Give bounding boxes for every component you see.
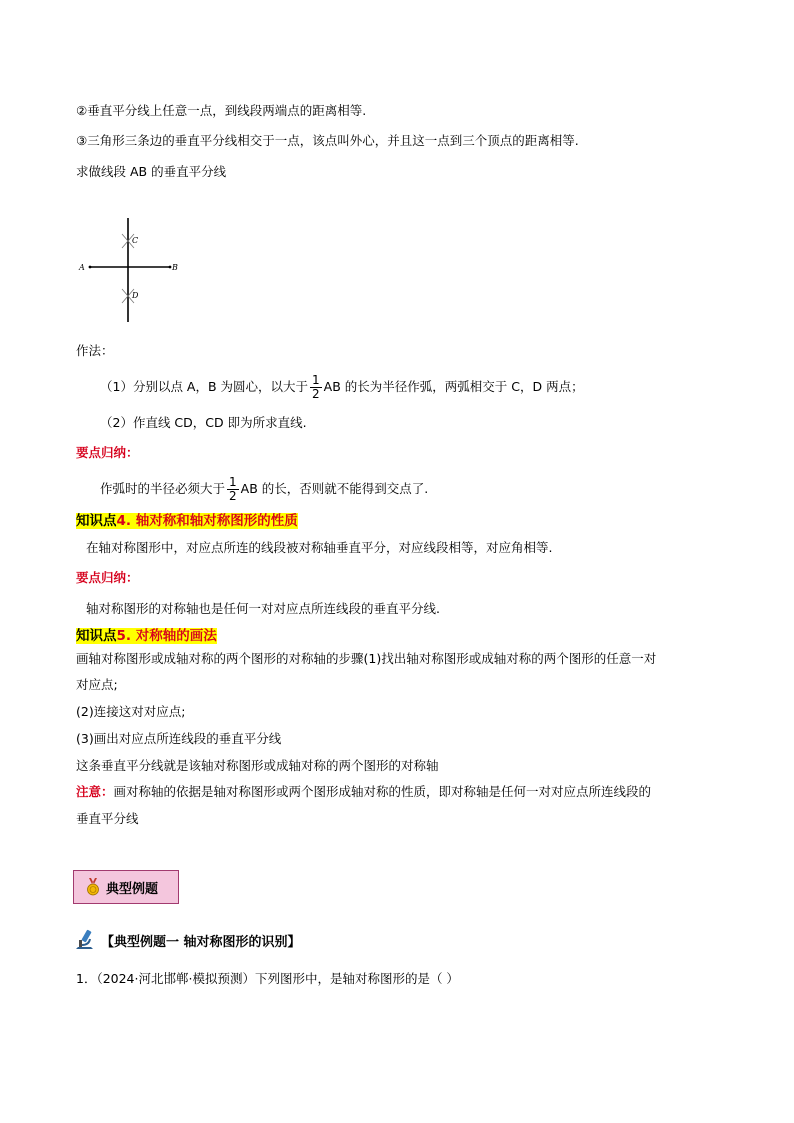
line-perp-bisector-property: ②垂直平分线上任意一点，到线段两端点的距离相等. xyxy=(76,103,367,118)
perpendicular-bisector-figure xyxy=(76,214,186,326)
line-circumcenter-property: ③三角形三条边的垂直平分线相交于一点，该点叫外心，并且这一点到三个顶点的距离相等. xyxy=(76,133,579,148)
key-point-1-pre: 作弧时的半径必须大于 xyxy=(100,481,226,496)
fraction-numerator: 1 xyxy=(312,373,320,387)
kp5-line-4: (3)画出对应点所连线段的垂直平分线 xyxy=(76,731,282,746)
note-text: 画对称轴的依据是轴对称图形或两个图形成轴对称的性质，即对称轴是任何一对对应点所连线段的 xyxy=(113,784,652,799)
typical-examples-badge xyxy=(73,870,179,904)
key-point-1 xyxy=(100,472,428,506)
fraction-half-2 xyxy=(227,476,239,503)
label-c: C xyxy=(132,236,139,245)
key-points-title-2: 要点归纳： xyxy=(76,570,139,585)
fraction-denominator-2: 2 xyxy=(229,489,237,503)
kp5-line-3: (2)连接这对对应点; xyxy=(76,704,186,719)
kp4-title: 4. 轴对称和轴对称图形的性质 xyxy=(116,513,298,529)
method-title: 作法： xyxy=(76,343,114,358)
example-title: 【典型例题一 轴对称图形的识别】 xyxy=(101,934,301,950)
label-b: B xyxy=(172,263,178,272)
label-d: D xyxy=(132,291,139,300)
key-points-title-1: 要点归纳： xyxy=(76,445,139,460)
step-1-pre: （1）分别以点 A，B 为圆心，以大于 xyxy=(100,379,309,394)
question-1: 1．（2024·河北邯郸·模拟预测）下列图形中，是轴对称图形的是（ ） xyxy=(76,971,459,986)
key-point-2: 轴对称图形的对称轴也是任何一对对应点所连线段的垂直平分线. xyxy=(86,601,440,616)
kp5-line-2: 对应点; xyxy=(76,677,118,692)
knowledge-point-5-heading xyxy=(76,627,217,645)
note-line-2: 垂直平分线 xyxy=(76,811,139,826)
label-a: A xyxy=(79,263,85,272)
kp4-text: 在轴对称图形中，对应点所连的线段被对称轴垂直平分，对应线段相等，对应角相等. xyxy=(86,540,553,555)
fraction-half xyxy=(310,374,322,401)
badge-label: 典型例题 xyxy=(106,881,159,897)
point-a xyxy=(89,266,92,269)
key-point-1-post: AB 的长，否则就不能得到交点了. xyxy=(240,481,429,496)
fraction-numerator-2: 1 xyxy=(229,475,237,489)
fraction-denominator: 2 xyxy=(312,387,320,401)
step-1 xyxy=(100,370,584,404)
example-heading xyxy=(73,928,301,952)
kp5-label: 知识点 xyxy=(76,628,117,644)
step-2: （2）作直线 CD，CD 即为所求直线. xyxy=(100,415,307,430)
kp5-title: 5. 对称轴的画法 xyxy=(116,628,217,644)
kp4-label: 知识点 xyxy=(76,513,117,529)
note-line-1 xyxy=(76,783,651,801)
point-b xyxy=(169,266,172,269)
step-1-post: AB 的长为半径作弧，两弧相交于 C，D 两点； xyxy=(323,379,584,394)
kp5-line-5: 这条垂直平分线就是该轴对称图形或成轴对称的两个图形的对称轴 xyxy=(76,758,439,773)
medal-icon xyxy=(86,878,100,896)
kp5-line-1: 画轴对称图形或成轴对称的两个图形的对称轴的步骤(1)找出轴对称图形或成轴对称的两个图形的任意一对 xyxy=(76,651,657,666)
microscope-icon xyxy=(73,928,97,952)
line-construct-task: 求做线段 AB 的垂直平分线 xyxy=(76,164,227,179)
note-label: 注意： xyxy=(76,784,114,799)
knowledge-point-4-heading xyxy=(76,512,298,530)
